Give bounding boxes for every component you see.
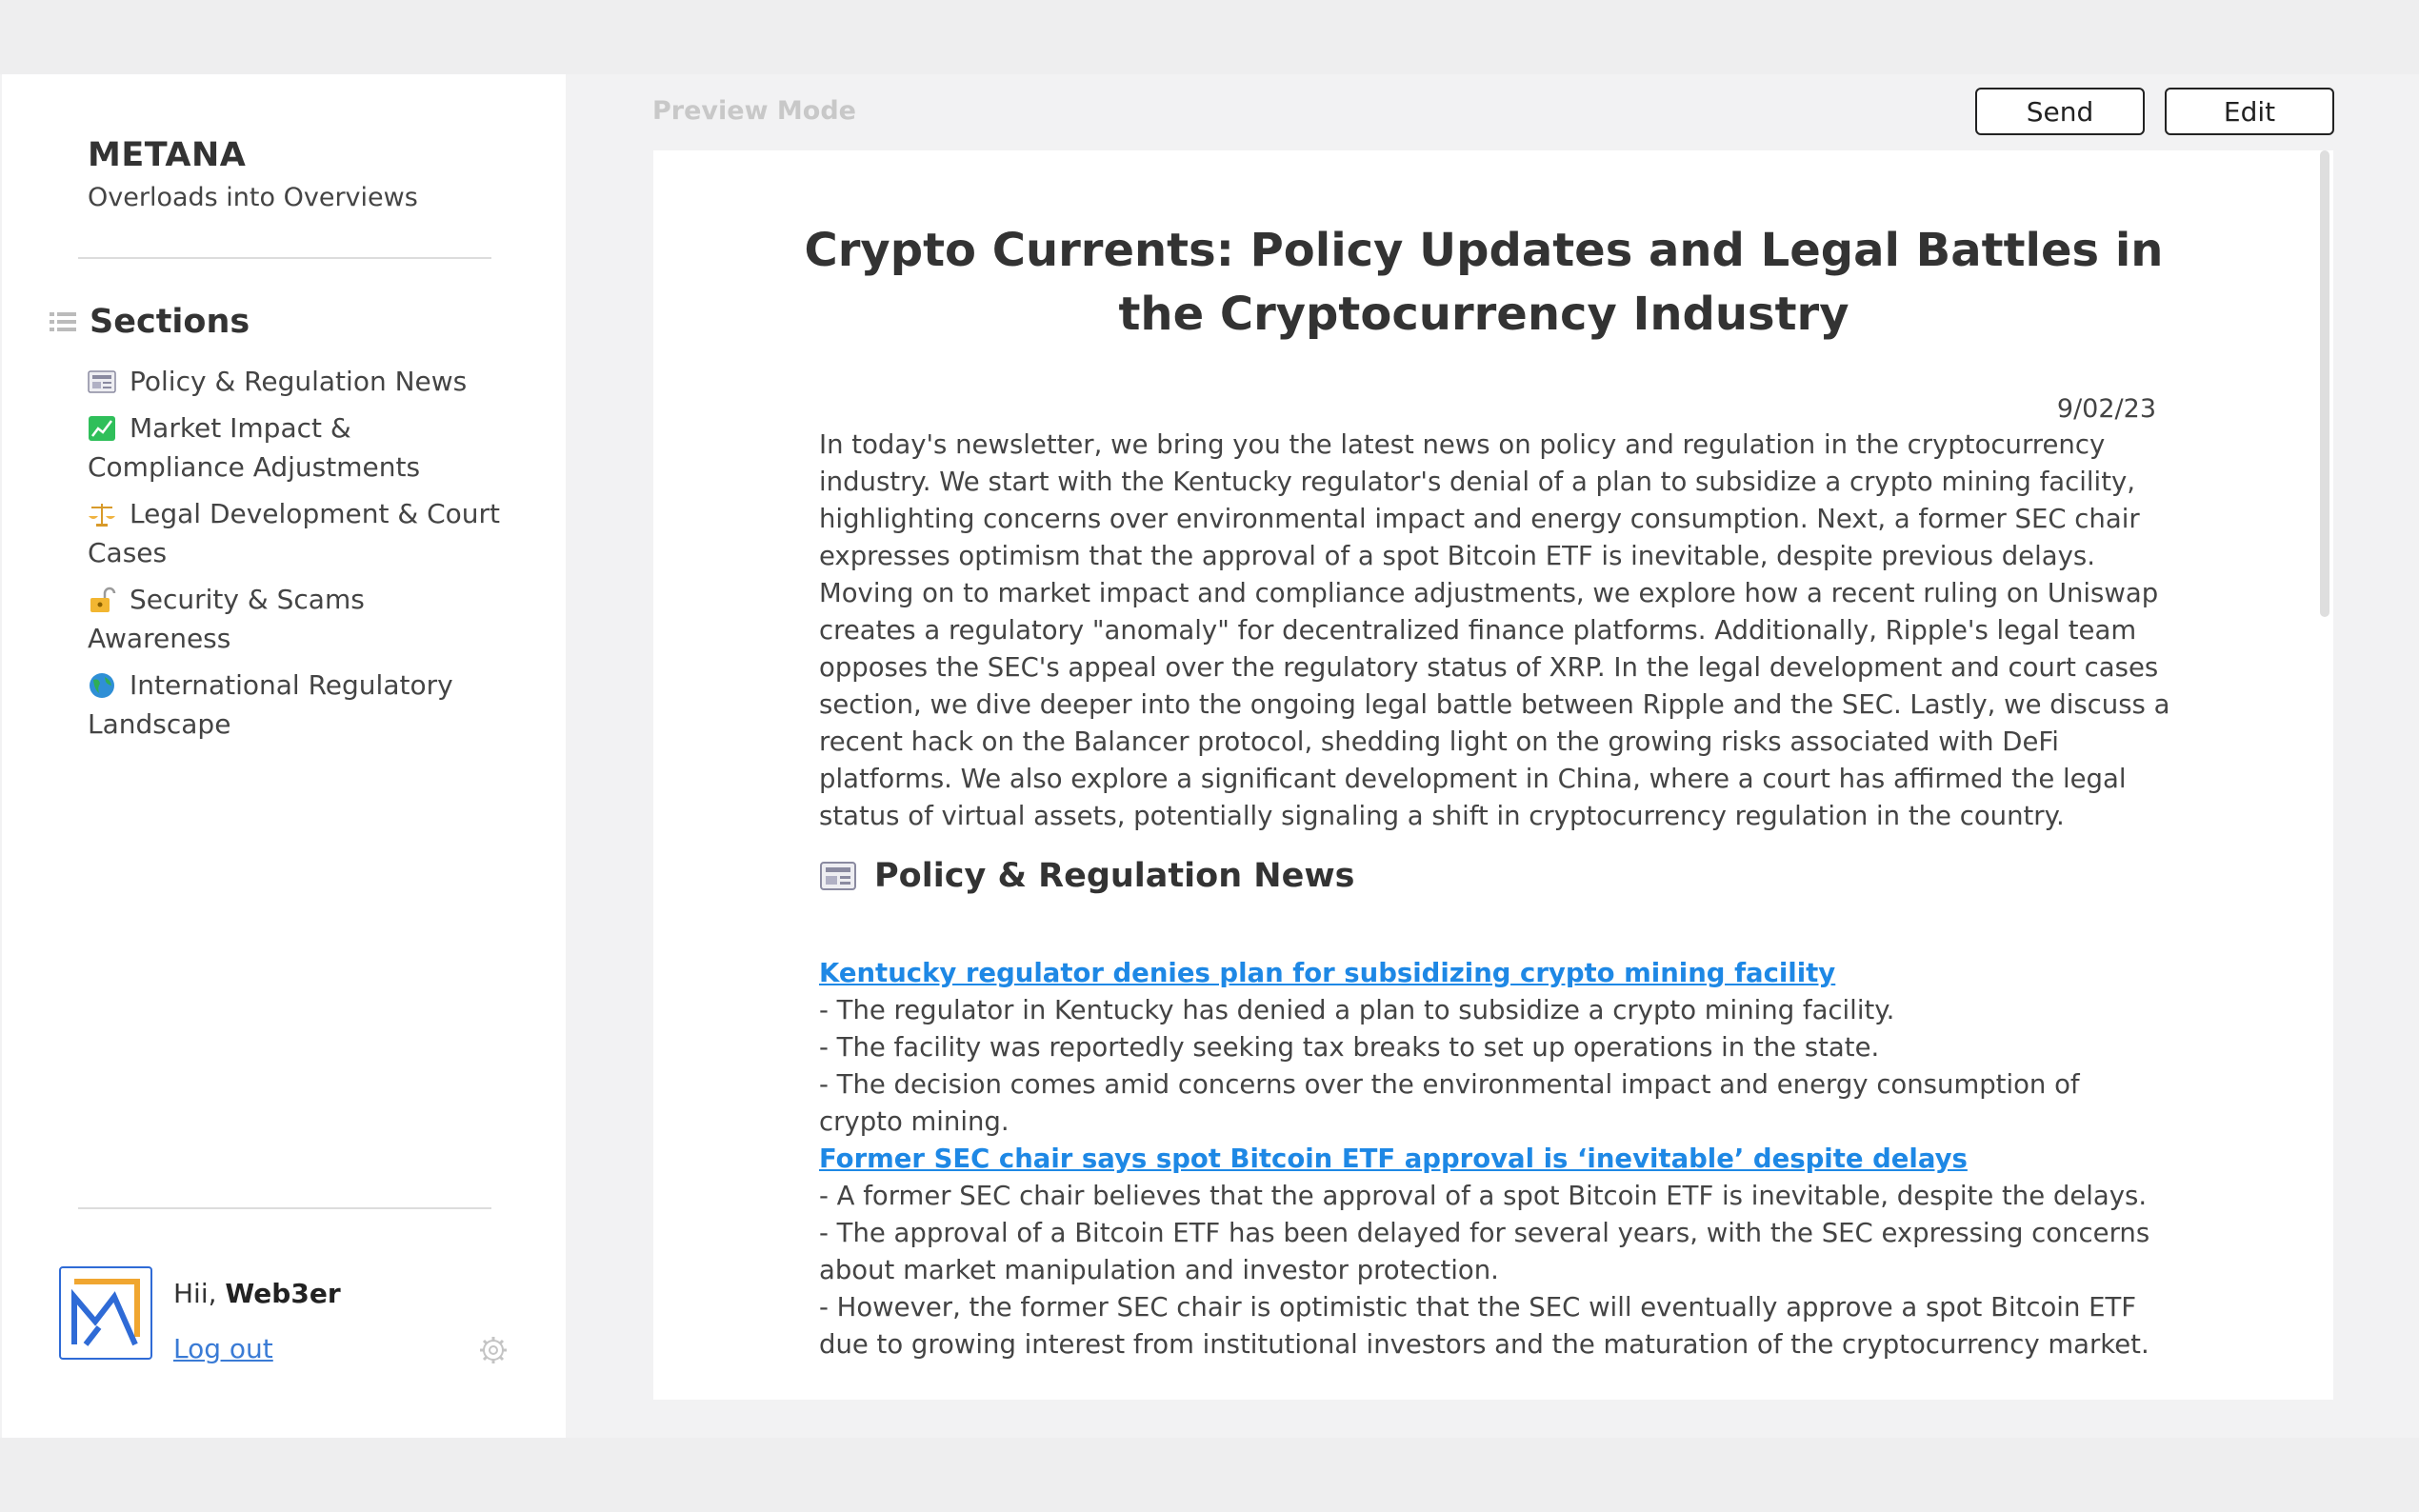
sidebar-item-security-scams[interactable] — [88, 580, 516, 658]
newsletter-preview[interactable] — [653, 150, 2333, 1400]
sidebar-item-label: Market Impact & Compliance Adjustments — [88, 412, 421, 483]
avatar — [59, 1266, 152, 1360]
article-bullet: - The approval of a Bitcoin ETF has been delayed for several years, with the SEC expressing concerns about market manipulation and investor protection. — [819, 1218, 2150, 1285]
list-icon — [50, 311, 76, 332]
preview-mode-label: Preview Mode — [652, 96, 856, 126]
sidebar-item-market-impact[interactable] — [88, 408, 516, 487]
article-bullet: - However, the former SEC chair is optimistic that the SEC will eventually approve a spot Bitcoin ETF due to growing interest from institutional investors and the maturation of the cryptocurrency market. — [819, 1292, 2149, 1360]
sidebar-item-label: Security & Scams Awareness — [88, 584, 365, 654]
sidebar-item-international[interactable] — [88, 666, 516, 744]
newspaper-icon — [819, 859, 857, 893]
edit-button[interactable]: Edit — [2165, 88, 2334, 135]
balance-scale-icon — [88, 501, 116, 527]
sidebar-item-label: Legal Development & Court Cases — [88, 498, 500, 568]
sidebar-divider-bottom — [78, 1207, 491, 1209]
article-bullet: - The regulator in Kentucky has denied a plan to subsidize a crypto mining facility. — [819, 995, 1895, 1025]
brand-title: METANA — [88, 136, 247, 174]
newsletter-title: Crypto Currents: Policy Updates and Legal Battles in the Cryptocurrency Industry — [804, 224, 2164, 341]
globe-icon — [88, 672, 116, 699]
article-bullet: - The decision comes amid concerns over the environmental impact and energy consumption of crypto mining. — [819, 1069, 2080, 1137]
sidebar-divider-top — [78, 257, 491, 259]
send-button[interactable]: Send — [1975, 88, 2145, 135]
newsletter-date: 9/02/23 — [2056, 394, 2156, 424]
sidebar-item-label: International Regulatory Landscape — [88, 669, 453, 740]
sections-nav — [88, 362, 516, 751]
sections-title: Sections — [90, 303, 250, 341]
newsletter-intro: In today's newsletter, we bring you the latest news on policy and regulation in the cryptocurrency industry. We start with the Kentucky regulator's denial of a plan to subsidize a crypto mining facility, highlighting concerns over environmental impact and energy consumption. Next, a former SEC chair expresses optimism that the approval of a spot Bitcoin ETF is inevitable, despite previous delays. Moving on to market impact and compliance adjustments, we explore how a recent ruling on Uniswap creates a regulatory "anomaly" for decentralized finance platforms. Additionally, Ripple's legal team opposes the SEC's appeal over the regulatory status of XRP. In the legal development and court cases section, we dive deeper into the ongoing legal battle between Ripple and the SEC. Lastly, we discuss a recent hack on the Balancer protocol, shedding light on the growing risks associated with DeFi platforms. We also explore a significant development in China, where a court has affirmed the legal status of virtual assets, potentially signaling a shift in cryptocurrency regulation in the country. — [819, 429, 2170, 831]
sidebar-item-legal-development[interactable] — [88, 494, 516, 572]
main-content — [566, 74, 2419, 1438]
user-panel — [59, 1266, 554, 1362]
metana-logo-icon — [61, 1268, 150, 1358]
sections-header — [50, 303, 250, 341]
sidebar — [2, 74, 566, 1438]
articles-list — [819, 955, 2171, 1363]
sidebar-item-label: Policy & Regulation News — [130, 366, 468, 397]
user-greeting: Hii, Web3er — [173, 1278, 341, 1309]
scrollbar[interactable] — [2320, 150, 2329, 617]
newspaper-icon — [88, 368, 116, 395]
logout-link[interactable]: Log out — [173, 1333, 273, 1364]
article-bullet: - The facility was reportedly seeking tax breaks to set up operations in the state. — [819, 1032, 1880, 1063]
unlocked-padlock-icon — [88, 587, 116, 613]
user-name: Web3er — [225, 1278, 341, 1309]
article-link[interactable]: Kentucky regulator denies plan for subsidizing crypto mining facility — [819, 958, 1836, 988]
gear-icon[interactable] — [478, 1335, 509, 1365]
article-link[interactable]: Former SEC chair says spot Bitcoin ETF approval is ‘inevitable’ despite delays — [819, 1144, 1968, 1174]
app-window — [0, 74, 2419, 1438]
sidebar-item-policy-regulation[interactable] — [88, 362, 516, 401]
section-title: Policy & Regulation News — [874, 857, 1355, 895]
brand-tagline: Overloads into Overviews — [88, 183, 418, 212]
chart-increasing-icon — [88, 415, 116, 442]
article-bullet: - A former SEC chair believes that the approval of a spot Bitcoin ETF is inevitable, despite the delays. — [819, 1181, 2148, 1211]
section-heading — [819, 857, 1355, 895]
